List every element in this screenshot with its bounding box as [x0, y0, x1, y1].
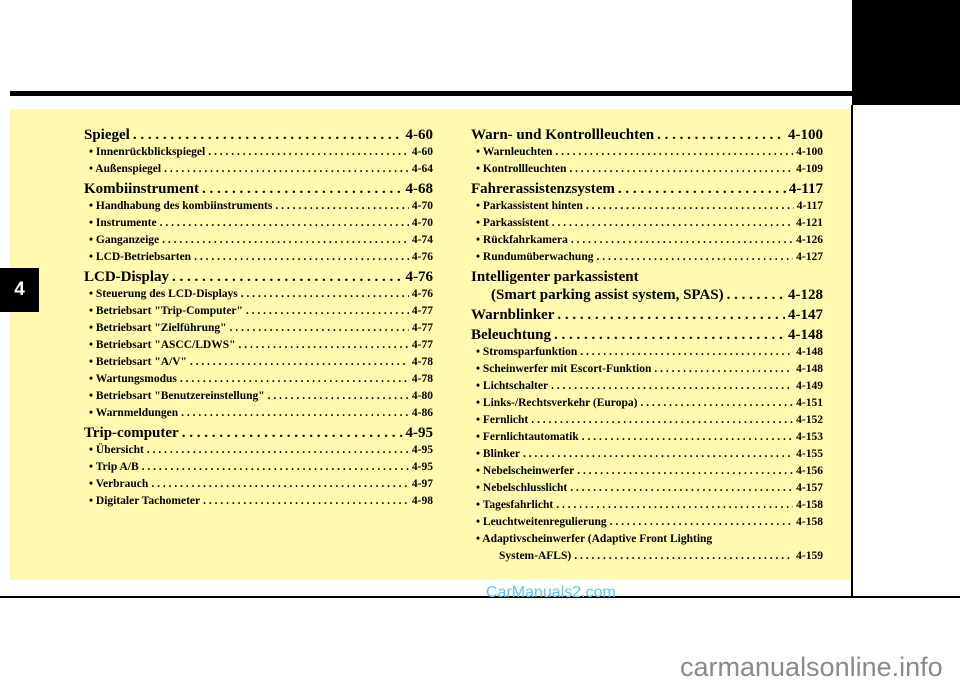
dot-leader	[654, 361, 793, 378]
dot-leader	[190, 354, 409, 371]
dot-leader	[194, 249, 409, 266]
toc-item[interactable]	[84, 303, 433, 320]
toc-page: 4-117	[796, 200, 823, 212]
toc-item[interactable]	[84, 354, 433, 371]
dot-leader	[241, 286, 409, 303]
toc-item[interactable]	[84, 388, 433, 405]
toc-left-column	[84, 124, 433, 510]
toc-page: 4-74	[411, 234, 433, 246]
toc-item[interactable]	[84, 320, 433, 337]
toc-title: Warnblinker	[471, 307, 555, 323]
chapter-tab: 4	[0, 268, 39, 312]
toc-page: 4-97	[411, 478, 433, 490]
toc-title: • Außenspiegel	[89, 161, 161, 178]
toc-page: 4-76	[405, 269, 433, 285]
toc-item[interactable]	[471, 249, 823, 266]
toc-heading[interactable]	[471, 180, 823, 198]
toc-title: • Links-/Rechtsverkehr (Europa)	[476, 395, 637, 412]
toc-item[interactable]	[84, 286, 433, 303]
dot-leader	[610, 514, 794, 531]
dot-leader	[151, 476, 409, 493]
toc-item[interactable]	[471, 395, 823, 412]
toc-page: 4-100	[796, 146, 823, 158]
toc-heading[interactable]	[471, 326, 823, 344]
toc-item[interactable]	[84, 459, 433, 476]
toc-title: • Betriebsart "A/V"	[89, 354, 187, 371]
dot-leader	[618, 180, 786, 198]
dot-leader	[246, 303, 409, 320]
dot-leader	[552, 215, 793, 232]
toc-page: 4-60	[405, 127, 433, 143]
toc-page: 4-117	[788, 181, 823, 197]
toc-page: 4-95	[411, 461, 433, 473]
toc-page: 4-158	[796, 499, 823, 511]
toc-heading[interactable]	[471, 126, 823, 144]
toc-item[interactable]	[471, 215, 823, 232]
toc-title: • Handhabung des kombiinstruments	[89, 198, 272, 215]
toc-page: 4-78	[411, 356, 433, 368]
toc-page: 4-70	[411, 217, 433, 229]
toc-page: 4-77	[411, 305, 433, 317]
dot-leader	[133, 126, 403, 144]
watermark-carmanuals2[interactable]: CarManuals2.com	[486, 584, 616, 601]
toc-title: • Betriebsart "Zielführung"	[89, 320, 227, 337]
toc-title: • Warnmeldungen	[89, 405, 178, 422]
toc-title: • Rückfahrkamera	[476, 232, 568, 249]
dot-leader	[275, 198, 409, 215]
toc-item[interactable]	[471, 344, 823, 361]
toc-item[interactable]	[471, 463, 823, 480]
toc-title: Fahrerassistenzsystem	[471, 181, 615, 197]
toc-item[interactable]	[471, 514, 823, 531]
toc-title: • Parkassistent hinten	[476, 198, 583, 215]
dot-leader	[142, 459, 409, 476]
dot-leader	[147, 442, 409, 459]
margin-rule	[851, 105, 853, 597]
toc-page: 4-148	[796, 363, 823, 375]
dot-leader	[657, 126, 785, 144]
toc-title: • Übersicht	[89, 442, 144, 459]
toc-heading-spas-line1[interactable]: Intelligenter parkassistent	[471, 269, 639, 285]
dot-leader	[557, 306, 785, 324]
toc-page: 4-78	[411, 373, 433, 385]
toc-page: 4-98	[411, 495, 433, 507]
toc-page: 4-155	[796, 448, 823, 460]
toc-item[interactable]	[471, 144, 823, 161]
toc-title: • Steuerung des LCD-Displays	[89, 286, 238, 303]
toc-item[interactable]	[84, 215, 433, 232]
toc-item[interactable]	[84, 337, 433, 354]
toc-page: 4-95	[411, 444, 433, 456]
toc-title: • Betriebsart "ASCC/LDWS"	[89, 337, 236, 354]
toc-item[interactable]	[471, 198, 823, 215]
toc-page: 4-151	[796, 397, 823, 409]
toc-item[interactable]	[84, 161, 433, 178]
dot-leader	[239, 337, 409, 354]
dot-leader	[162, 232, 409, 249]
toc-heading[interactable]	[84, 126, 433, 144]
toc-page: 4-68	[405, 181, 433, 197]
toc-title: • Scheinwerfer mit Escort-Funktion	[476, 361, 651, 378]
toc-page: 4-109	[796, 163, 823, 175]
toc-item[interactable]	[84, 493, 433, 510]
toc-heading[interactable]	[84, 268, 433, 286]
dot-leader	[586, 198, 794, 215]
toc-item[interactable]	[471, 378, 823, 395]
dot-leader	[172, 268, 402, 286]
toc-item[interactable]	[471, 161, 823, 178]
toc-page: 4-126	[796, 234, 823, 246]
toc-title: • Fernlichtautomatik	[476, 429, 579, 446]
toc-title: • Fernlicht	[476, 412, 528, 429]
toc-page: 4-77	[411, 322, 433, 334]
dot-leader	[164, 161, 409, 178]
dot-leader	[268, 388, 409, 405]
dot-leader	[580, 344, 793, 361]
toc-item[interactable]	[471, 480, 823, 497]
toc-page: 4-70	[411, 200, 433, 212]
dot-leader	[570, 480, 793, 497]
dot-leader	[582, 429, 793, 446]
dot-leader	[181, 405, 409, 422]
toc-page: 4-121	[796, 217, 823, 229]
toc-title: • Rundumüberwachung	[476, 249, 593, 266]
dot-leader	[531, 412, 793, 429]
toc-page: 4-76	[411, 251, 433, 263]
dot-leader	[596, 249, 793, 266]
toc-title: • Kontrollleuchten	[476, 161, 566, 178]
toc-item[interactable]	[84, 476, 433, 493]
toc-title: • Betriebsart "Trip-Computer"	[89, 303, 243, 320]
toc-title: Trip-computer	[84, 425, 179, 441]
toc-item[interactable]	[84, 371, 433, 388]
dot-leader	[202, 180, 402, 198]
toc-title: • Wartungsmodus	[89, 371, 177, 388]
toc-title: • Nebelschlusslicht	[476, 480, 567, 497]
toc-page: 4-153	[796, 431, 823, 443]
toc-page: 4-156	[796, 465, 823, 477]
toc-page: 4-76	[411, 288, 433, 300]
toc-title: • Ganganzeige	[89, 232, 159, 249]
dot-leader	[230, 320, 409, 337]
toc-title: • Stromsparfunktion	[476, 344, 577, 361]
toc-page: 4-148	[788, 327, 823, 343]
toc-title: Warn- und Kontrollleuchten	[471, 127, 655, 143]
toc-title: Beleuchtung	[471, 327, 552, 343]
toc-item[interactable]	[84, 249, 433, 266]
toc-heading-spas[interactable]: (Smart parking assist system, SPAS) . . . 4-128	[471, 286, 823, 304]
dot-leader	[556, 497, 793, 514]
footer-rule	[0, 596, 960, 598]
toc-title: • Instrumente	[89, 215, 157, 232]
dot-leader	[182, 424, 403, 442]
toc-page: 4-147	[788, 307, 823, 323]
toc-page: 4-64	[411, 163, 433, 175]
dot-leader	[569, 161, 793, 178]
toc-heading[interactable]	[471, 306, 823, 324]
toc-title: • Tagesfahrlicht	[476, 497, 553, 514]
dot-leader	[551, 378, 793, 395]
toc-page: 4-127	[796, 251, 823, 263]
toc-item[interactable]	[84, 144, 433, 161]
toc-page: 4-148	[796, 346, 823, 358]
toc-item[interactable]	[471, 412, 823, 429]
dot-leader	[555, 144, 793, 161]
dot-leader	[203, 493, 409, 510]
watermark-carmanualsonline[interactable]: carmanualsonline.info	[680, 652, 943, 682]
toc-title: • Betriebsart "Benutzereinstellung"	[89, 388, 265, 405]
toc-item[interactable]	[471, 361, 823, 378]
toc-item[interactable]	[471, 429, 823, 446]
toc-page: 4-60	[411, 146, 433, 158]
toc-title: • Blinker	[476, 446, 520, 463]
toc-page: 4-100	[788, 127, 823, 143]
toc-item[interactable]	[471, 232, 823, 249]
toc-item-afls[interactable]: System-AFLS) . . . 4-159	[471, 548, 823, 565]
toc-title: • Parkassistent	[476, 215, 549, 232]
dot-leader	[571, 232, 793, 249]
toc-page: 4-95	[405, 425, 433, 441]
toc-page: 4-80	[411, 390, 433, 402]
toc-title: LCD-Display	[84, 269, 170, 285]
toc-page: 4-152	[796, 414, 823, 426]
dot-leader	[180, 371, 409, 388]
toc-heading[interactable]	[84, 180, 433, 198]
toc-page: 4-86	[411, 407, 433, 419]
dot-leader	[577, 463, 793, 480]
toc-title: • Verbrauch	[89, 476, 148, 493]
toc-title: • LCD-Betriebsarten	[89, 249, 191, 266]
toc-item[interactable]	[84, 405, 433, 422]
toc-page: 4-158	[796, 516, 823, 528]
toc-title: Kombiinstrument	[84, 181, 200, 197]
dot-leader	[554, 326, 785, 344]
toc-title: • Trip A/B	[89, 459, 139, 476]
toc-title: • Digitaler Tachometer	[89, 493, 200, 510]
toc-title: • Lichtschalter	[476, 378, 548, 395]
dot-leader	[208, 144, 409, 161]
toc-right-column	[471, 124, 823, 565]
toc-page: 4-157	[796, 482, 823, 494]
toc-page: 4-149	[796, 380, 823, 392]
toc-item[interactable]	[84, 232, 433, 249]
toc-item[interactable]	[84, 198, 433, 215]
dot-leader	[640, 395, 793, 412]
header-rule	[10, 91, 852, 96]
toc-item[interactable]	[471, 446, 823, 463]
dot-leader	[523, 446, 793, 463]
toc-title: • Innenrückblickspiegel	[89, 144, 205, 161]
toc-item[interactable]	[471, 497, 823, 514]
toc-title: • Warnleuchten	[476, 144, 552, 161]
toc-item-afls-line1[interactable]: • Adaptivscheinwerfer (Adaptive Front Lighting	[471, 531, 823, 548]
toc-title: • Nebelscheinwerfer	[476, 463, 574, 480]
toc-title: Spiegel	[84, 127, 130, 143]
toc-item[interactable]	[84, 442, 433, 459]
toc-page: 4-77	[411, 339, 433, 351]
toc-title: • Leuchtweitenregulierung	[476, 514, 607, 531]
dot-leader	[160, 215, 409, 232]
toc-heading[interactable]	[84, 424, 433, 442]
corner-block	[852, 0, 960, 105]
